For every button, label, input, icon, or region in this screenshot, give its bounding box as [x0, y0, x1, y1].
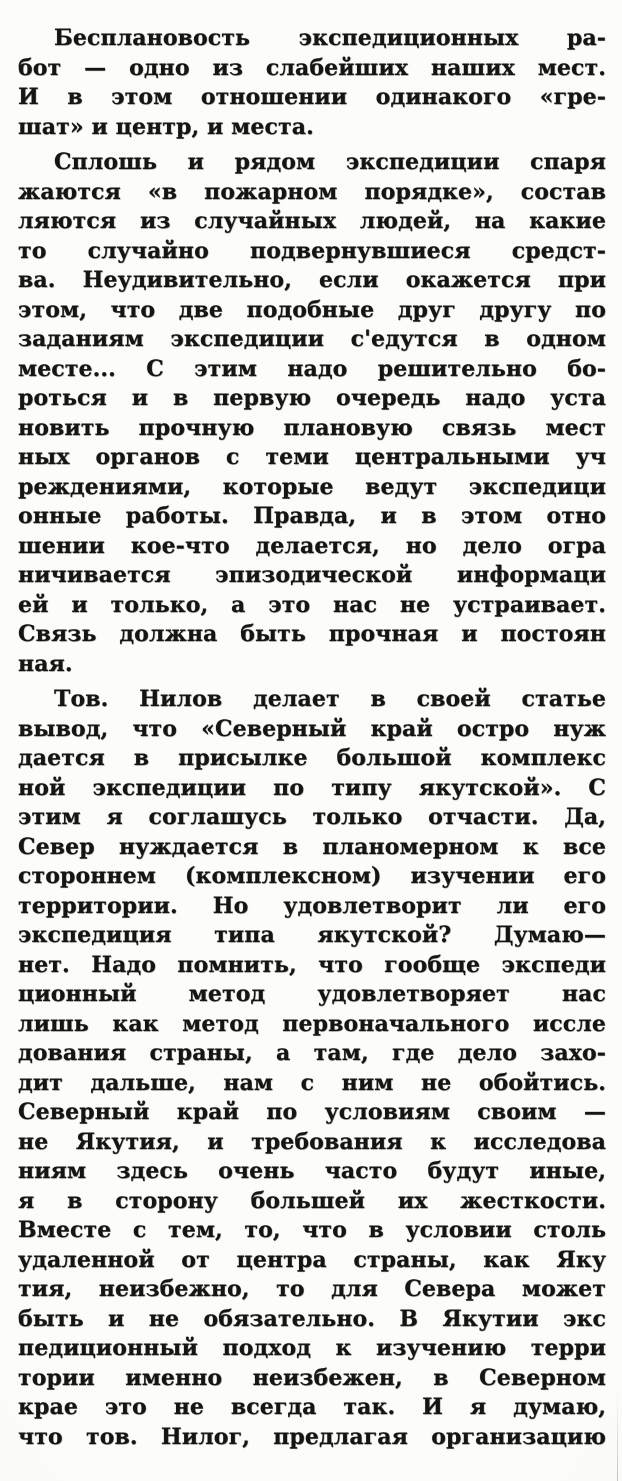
- text-line: я в сторону большей их жесткости.: [18, 1187, 606, 1214]
- text-line: что тов. Нилог, предлагая организацию: [18, 1423, 606, 1450]
- text-line: онные работы. Правда, и в этом отно: [18, 503, 606, 529]
- text-line: Бесплановость экспедиционных ра-: [54, 25, 606, 51]
- text-line: дит дальше, нам с ним не обойтись.: [18, 1069, 606, 1096]
- text-line: жаются «в пожарном порядке», состав: [18, 178, 606, 205]
- text-line: ной экспедиции по типу якутской». С: [18, 774, 606, 801]
- text-line: ная.: [18, 650, 73, 677]
- text-line: роться и в первую очередь надо уста: [18, 385, 606, 411]
- text-line: тории именно неизбежен, в Северном: [18, 1364, 606, 1391]
- text-line: ва. Неудивительно, если окажется при: [18, 267, 606, 293]
- scan-edge-artifact: [617, 1391, 618, 1481]
- paragraph: [18, 24, 606, 142]
- text-line: этим я соглашусь только отчасти. Да,: [18, 804, 606, 830]
- text-line: И в этом отношении одинакого «гре-: [18, 84, 606, 110]
- paragraph: [18, 685, 606, 1452]
- text-line: дается в присылке большой комплекс: [18, 745, 606, 771]
- text-line: вывод, что «Северный край остро нуж: [18, 715, 606, 742]
- text-line: Сплошь и рядом экспедиции спаря: [54, 149, 606, 175]
- text-line: Тов. Нилов делает в своей статье: [54, 686, 606, 712]
- text-line: ных органов с теми центральными уч: [18, 444, 606, 470]
- text-line: ничивается эпизодической информаци: [18, 562, 606, 588]
- text-line: Связь должна быть прочная и постоян: [18, 621, 606, 647]
- text-line: ционный метод удовлетворяет нас: [18, 981, 606, 1007]
- text-line: дования страны, а там, где дело захо-: [18, 1040, 606, 1066]
- text-line: тия, неизбежно, то для Севера может: [18, 1276, 606, 1302]
- text-line: новить прочную плановую связь мест: [18, 414, 606, 441]
- text-line: этом, что две подобные друг другу по: [18, 296, 606, 323]
- text-line: заданиям экспедиции с'едутся в одном: [18, 326, 606, 352]
- text-line: удаленной от центра страны, как Яку: [18, 1246, 606, 1273]
- text-line: нет. Надо помнить, что гообще экспеди: [18, 951, 606, 978]
- text-line: ей и только, а это нас не устраивает.: [18, 591, 606, 618]
- text-line: не Якутия, и требования к исследова: [18, 1128, 606, 1155]
- article-text-column: [18, 24, 606, 1452]
- text-line: бот — одно из слабейших наших мест.: [18, 54, 606, 81]
- text-line: Северный край по условиям своим —: [18, 1099, 606, 1125]
- text-line: ляются из случайных людей, на какие: [18, 208, 606, 234]
- text-line: шат» и центр, и места.: [18, 113, 314, 140]
- text-line: лишь как метод первоначального иссле: [18, 1010, 606, 1037]
- text-line: Север нуждается в планомерном к все: [18, 833, 606, 860]
- text-line: крае это не всегда так. И я думаю,: [18, 1394, 606, 1420]
- text-line: Вместе с тем, то, что в условии столь: [18, 1217, 606, 1243]
- paragraph: [18, 148, 606, 679]
- text-line: шении кое-что делается, но дело огра: [18, 532, 606, 559]
- text-line: ниям здесь очень часто будут иные,: [18, 1158, 606, 1184]
- text-line: стороннем (комплексном) изучении его: [18, 863, 606, 889]
- text-line: экспедиция типа якутской? Думаю—: [18, 922, 606, 948]
- text-line: педиционный подход к изучению терри: [18, 1335, 606, 1361]
- text-line: территории. Но удовлетворит ли его: [18, 892, 606, 919]
- text-line: то случайно подвернувшиеся средст-: [18, 237, 606, 264]
- text-line: быть и не обязательно. В Якутии экс: [18, 1305, 606, 1332]
- text-line: месте... С этим надо решительно бо-: [18, 355, 606, 382]
- text-line: реждениями, которые ведут экспедици: [18, 473, 606, 500]
